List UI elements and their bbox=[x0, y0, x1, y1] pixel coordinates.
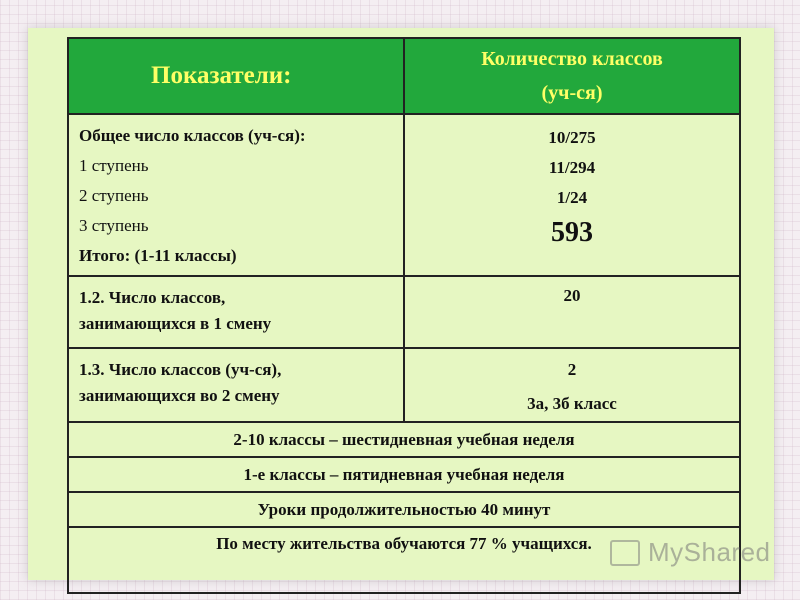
first-shift-value-cell bbox=[404, 276, 740, 348]
header-count-label-line1: Количество классов bbox=[481, 48, 663, 70]
header-indicators-label: Показатели: bbox=[151, 62, 292, 89]
table-row-first-shift bbox=[68, 276, 740, 348]
table-row-total-classes bbox=[68, 114, 740, 276]
total-classes-title: Общее число классов (уч-ся): bbox=[79, 126, 306, 145]
residence-note: По месту жительства обучаются 77 % учащихся. bbox=[68, 527, 740, 593]
total-label: Итого: (1-11 классы) bbox=[79, 246, 237, 265]
first-shift-label-line1: 1.2. Число классов, bbox=[79, 288, 226, 307]
indicators-table bbox=[67, 37, 741, 594]
header-count-cell bbox=[404, 38, 740, 114]
second-shift-value-cell bbox=[404, 348, 740, 422]
stage-3-label: 3 ступень bbox=[79, 216, 149, 235]
second-shift-label-line2: занимающихся во 2 смену bbox=[79, 386, 280, 405]
second-shift-label-cell bbox=[68, 348, 404, 422]
total-value: 593 bbox=[551, 217, 593, 248]
six-day-week-note: 2-10 классы – шестидневная учебная неделя bbox=[68, 422, 740, 457]
total-classes-value-cell bbox=[404, 114, 740, 276]
watermark-chart-icon bbox=[610, 540, 640, 566]
first-shift-label-cell bbox=[68, 276, 404, 348]
stage-2-label: 2 ступень bbox=[79, 186, 149, 205]
five-day-week-note: 1-е классы – пятидневная учебная неделя bbox=[68, 457, 740, 492]
stage-3-value: 1/24 bbox=[556, 188, 588, 207]
stage-2-value: 11/294 bbox=[548, 158, 596, 177]
table-header-row bbox=[68, 38, 740, 114]
second-shift-label-line1: 1.3. Число классов (уч-ся), bbox=[79, 360, 282, 379]
table-row-second-shift bbox=[68, 348, 740, 422]
watermark-text: MyShared bbox=[648, 537, 771, 567]
second-shift-value: 2 bbox=[567, 360, 577, 379]
table-row-six-day-week bbox=[68, 422, 740, 457]
total-classes-label-cell bbox=[68, 114, 404, 276]
lesson-duration-note: Уроки продолжительностью 40 минут bbox=[68, 492, 740, 527]
stage-1-label: 1 ступень bbox=[79, 156, 149, 175]
table-row-five-day-week bbox=[68, 457, 740, 492]
header-count-label-line2: (уч-ся) bbox=[541, 82, 603, 104]
first-shift-value: 20 bbox=[563, 286, 581, 305]
first-shift-label-line2: занимающихся в 1 смену bbox=[79, 314, 272, 333]
second-shift-classes: 3а, 3б класс bbox=[527, 394, 617, 413]
stage-1-value: 10/275 bbox=[548, 128, 596, 147]
table-row-lesson-duration bbox=[68, 492, 740, 527]
header-indicators-cell bbox=[68, 38, 404, 114]
